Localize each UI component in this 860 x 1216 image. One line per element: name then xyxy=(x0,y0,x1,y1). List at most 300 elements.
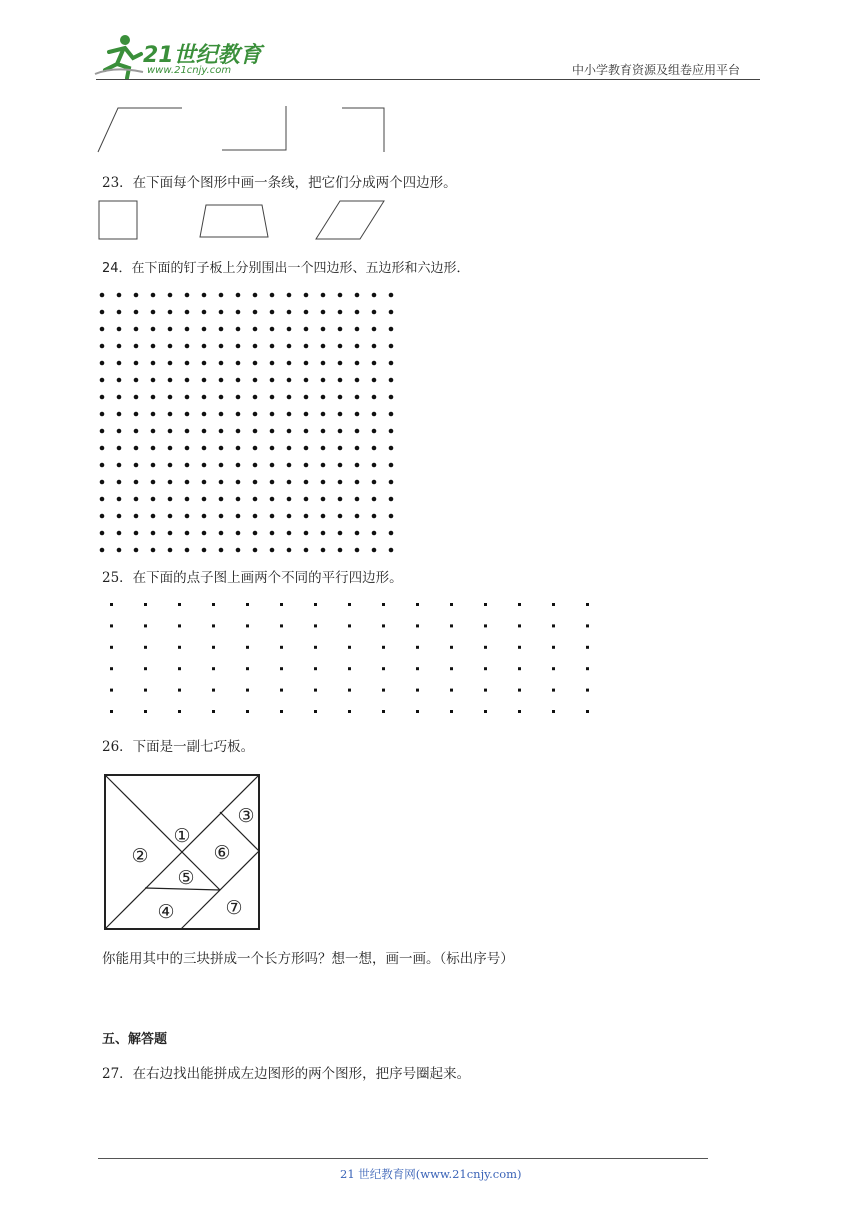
grid-dot[interactable] xyxy=(518,603,521,606)
grid-dot[interactable] xyxy=(212,667,215,670)
peg-dot[interactable] xyxy=(134,412,139,417)
peg-dot[interactable] xyxy=(202,429,207,434)
peg-dot[interactable] xyxy=(287,497,292,502)
peg-dot[interactable] xyxy=(185,361,190,366)
grid-dot[interactable] xyxy=(450,646,453,649)
peg-dot[interactable] xyxy=(100,378,105,383)
peg-dot[interactable] xyxy=(287,463,292,468)
peg-dot[interactable] xyxy=(219,378,224,383)
peg-dot[interactable] xyxy=(253,344,258,349)
peg-dot[interactable] xyxy=(270,344,275,349)
peg-dot[interactable] xyxy=(372,531,377,536)
peg-dot[interactable] xyxy=(134,378,139,383)
peg-dot[interactable] xyxy=(321,463,326,468)
grid-dot[interactable] xyxy=(348,646,351,649)
peg-dot[interactable] xyxy=(321,548,326,553)
peg-dot[interactable] xyxy=(168,327,173,332)
grid-dot[interactable] xyxy=(586,710,589,713)
peg-dot[interactable] xyxy=(389,446,394,451)
grid-dot[interactable] xyxy=(178,667,181,670)
peg-dot[interactable] xyxy=(287,531,292,536)
peg-dot[interactable] xyxy=(372,429,377,434)
grid-dot[interactable] xyxy=(178,624,181,627)
peg-dot[interactable] xyxy=(253,497,258,502)
peg-dot[interactable] xyxy=(117,446,122,451)
peg-dot[interactable] xyxy=(389,480,394,485)
peg-dot[interactable] xyxy=(100,293,105,298)
peg-dot[interactable] xyxy=(321,327,326,332)
grid-dot[interactable] xyxy=(246,646,249,649)
grid-dot[interactable] xyxy=(314,603,317,606)
grid-dot[interactable] xyxy=(178,689,181,692)
peg-dot[interactable] xyxy=(168,463,173,468)
peg-dot[interactable] xyxy=(100,531,105,536)
grid-dot[interactable] xyxy=(110,624,113,627)
peg-dot[interactable] xyxy=(202,514,207,519)
peg-dot[interactable] xyxy=(338,327,343,332)
peg-dot[interactable] xyxy=(338,293,343,298)
peg-dot[interactable] xyxy=(321,378,326,383)
peg-dot[interactable] xyxy=(219,412,224,417)
peg-dot[interactable] xyxy=(321,446,326,451)
peg-dot[interactable] xyxy=(100,395,105,400)
grid-dot[interactable] xyxy=(552,689,555,692)
grid-dot[interactable] xyxy=(280,603,283,606)
peg-dot[interactable] xyxy=(219,514,224,519)
peg-dot[interactable] xyxy=(185,310,190,315)
peg-dot[interactable] xyxy=(287,395,292,400)
grid-dot[interactable] xyxy=(382,603,385,606)
peg-dot[interactable] xyxy=(219,548,224,553)
peg-dot[interactable] xyxy=(253,293,258,298)
peg-dot[interactable] xyxy=(185,327,190,332)
grid-dot[interactable] xyxy=(110,710,113,713)
peg-dot[interactable] xyxy=(372,395,377,400)
peg-dot[interactable] xyxy=(202,293,207,298)
peg-dot[interactable] xyxy=(100,361,105,366)
peg-dot[interactable] xyxy=(253,514,258,519)
peg-dot[interactable] xyxy=(253,531,258,536)
grid-dot[interactable] xyxy=(144,603,147,606)
peg-dot[interactable] xyxy=(287,327,292,332)
grid-dot[interactable] xyxy=(144,624,147,627)
peg-dot[interactable] xyxy=(100,463,105,468)
peg-dot[interactable] xyxy=(389,293,394,298)
peg-dot[interactable] xyxy=(219,344,224,349)
peg-dot[interactable] xyxy=(202,361,207,366)
grid-dot[interactable] xyxy=(552,624,555,627)
peg-dot[interactable] xyxy=(202,310,207,315)
peg-dot[interactable] xyxy=(321,531,326,536)
grid-dot[interactable] xyxy=(314,646,317,649)
peg-dot[interactable] xyxy=(117,361,122,366)
grid-dot[interactable] xyxy=(450,689,453,692)
grid-dot[interactable] xyxy=(280,667,283,670)
peg-dot[interactable] xyxy=(338,412,343,417)
peg-dot[interactable] xyxy=(287,412,292,417)
peg-dot[interactable] xyxy=(100,344,105,349)
peg-dot[interactable] xyxy=(287,548,292,553)
grid-dot[interactable] xyxy=(382,710,385,713)
peg-dot[interactable] xyxy=(355,429,360,434)
peg-dot[interactable] xyxy=(253,310,258,315)
peg-dot[interactable] xyxy=(185,446,190,451)
peg-dot[interactable] xyxy=(151,395,156,400)
peg-dot[interactable] xyxy=(304,327,309,332)
peg-dot[interactable] xyxy=(304,293,309,298)
peg-dot[interactable] xyxy=(168,514,173,519)
grid-dot[interactable] xyxy=(246,689,249,692)
peg-dot[interactable] xyxy=(372,480,377,485)
peg-dot[interactable] xyxy=(151,327,156,332)
peg-dot[interactable] xyxy=(134,548,139,553)
grid-dot[interactable] xyxy=(348,710,351,713)
peg-dot[interactable] xyxy=(270,395,275,400)
peg-dot[interactable] xyxy=(287,361,292,366)
grid-dot[interactable] xyxy=(586,646,589,649)
peg-dot[interactable] xyxy=(168,429,173,434)
grid-dot[interactable] xyxy=(416,624,419,627)
grid-dot[interactable] xyxy=(314,624,317,627)
peg-dot[interactable] xyxy=(117,463,122,468)
peg-dot[interactable] xyxy=(304,497,309,502)
grid-dot[interactable] xyxy=(212,624,215,627)
peg-dot[interactable] xyxy=(287,480,292,485)
peg-dot[interactable] xyxy=(236,429,241,434)
peg-dot[interactable] xyxy=(236,395,241,400)
peg-dot[interactable] xyxy=(304,463,309,468)
peg-dot[interactable] xyxy=(270,531,275,536)
grid-dot[interactable] xyxy=(314,667,317,670)
peg-dot[interactable] xyxy=(253,395,258,400)
grid-dot[interactable] xyxy=(518,624,521,627)
peg-dot[interactable] xyxy=(236,480,241,485)
peg-dot[interactable] xyxy=(202,531,207,536)
peg-dot[interactable] xyxy=(372,412,377,417)
peg-dot[interactable] xyxy=(134,480,139,485)
peg-dot[interactable] xyxy=(355,378,360,383)
peg-dot[interactable] xyxy=(355,395,360,400)
grid-dot[interactable] xyxy=(144,667,147,670)
peg-dot[interactable] xyxy=(287,429,292,434)
grid-dot[interactable] xyxy=(246,624,249,627)
peg-dot[interactable] xyxy=(100,497,105,502)
peg-dot[interactable] xyxy=(117,395,122,400)
peg-dot[interactable] xyxy=(304,548,309,553)
peg-dot[interactable] xyxy=(117,310,122,315)
peg-dot[interactable] xyxy=(355,310,360,315)
peg-dot[interactable] xyxy=(321,497,326,502)
peg-dot[interactable] xyxy=(321,361,326,366)
peg-dot[interactable] xyxy=(338,361,343,366)
peg-dot[interactable] xyxy=(151,514,156,519)
peg-dot[interactable] xyxy=(355,361,360,366)
peg-dot[interactable] xyxy=(219,531,224,536)
grid-dot[interactable] xyxy=(552,603,555,606)
grid-dot[interactable] xyxy=(110,603,113,606)
peg-dot[interactable] xyxy=(270,361,275,366)
peg-dot[interactable] xyxy=(168,446,173,451)
peg-dot[interactable] xyxy=(151,378,156,383)
peg-dot[interactable] xyxy=(287,344,292,349)
dot-grid[interactable] xyxy=(100,598,600,718)
peg-dot[interactable] xyxy=(219,497,224,502)
peg-dot[interactable] xyxy=(253,548,258,553)
grid-dot[interactable] xyxy=(416,646,419,649)
peg-dot[interactable] xyxy=(134,429,139,434)
peg-dot[interactable] xyxy=(168,412,173,417)
peg-dot[interactable] xyxy=(321,480,326,485)
peg-dot[interactable] xyxy=(270,378,275,383)
peg-dot[interactable] xyxy=(270,412,275,417)
peg-dot[interactable] xyxy=(117,531,122,536)
peg-dot[interactable] xyxy=(355,531,360,536)
peg-dot[interactable] xyxy=(321,412,326,417)
peg-dot[interactable] xyxy=(117,514,122,519)
peg-dot[interactable] xyxy=(202,480,207,485)
grid-dot[interactable] xyxy=(110,689,113,692)
peg-dot[interactable] xyxy=(372,446,377,451)
grid-dot[interactable] xyxy=(144,689,147,692)
peg-dot[interactable] xyxy=(253,429,258,434)
peg-dot[interactable] xyxy=(236,412,241,417)
peg-dot[interactable] xyxy=(236,361,241,366)
peg-dot[interactable] xyxy=(134,446,139,451)
peg-dot[interactable] xyxy=(151,429,156,434)
peg-dot[interactable] xyxy=(202,446,207,451)
peg-dot[interactable] xyxy=(219,429,224,434)
peg-dot[interactable] xyxy=(185,514,190,519)
peg-dot[interactable] xyxy=(134,327,139,332)
peg-dot[interactable] xyxy=(219,327,224,332)
peg-dot[interactable] xyxy=(117,344,122,349)
peg-dot[interactable] xyxy=(321,344,326,349)
grid-dot[interactable] xyxy=(382,667,385,670)
peg-dot[interactable] xyxy=(202,344,207,349)
peg-dot[interactable] xyxy=(338,429,343,434)
peg-dot[interactable] xyxy=(304,310,309,315)
peg-dot[interactable] xyxy=(219,310,224,315)
peg-dot[interactable] xyxy=(253,378,258,383)
grid-dot[interactable] xyxy=(144,710,147,713)
peg-dot[interactable] xyxy=(134,395,139,400)
peg-dot[interactable] xyxy=(270,310,275,315)
grid-dot[interactable] xyxy=(246,603,249,606)
peg-dot[interactable] xyxy=(270,497,275,502)
peg-dot[interactable] xyxy=(151,446,156,451)
peg-dot[interactable] xyxy=(134,463,139,468)
peg-dot[interactable] xyxy=(168,480,173,485)
peg-dot[interactable] xyxy=(355,446,360,451)
peg-dot[interactable] xyxy=(100,327,105,332)
peg-dot[interactable] xyxy=(338,378,343,383)
grid-dot[interactable] xyxy=(450,667,453,670)
peg-dot[interactable] xyxy=(185,548,190,553)
peg-dot[interactable] xyxy=(372,293,377,298)
grid-dot[interactable] xyxy=(280,710,283,713)
peg-dot[interactable] xyxy=(270,327,275,332)
peg-dot[interactable] xyxy=(389,344,394,349)
peg-dot[interactable] xyxy=(168,497,173,502)
peg-dot[interactable] xyxy=(389,531,394,536)
peg-dot[interactable] xyxy=(389,395,394,400)
peg-dot[interactable] xyxy=(117,412,122,417)
peg-dot[interactable] xyxy=(338,497,343,502)
peg-dot[interactable] xyxy=(236,548,241,553)
peg-dot[interactable] xyxy=(304,446,309,451)
peg-dot[interactable] xyxy=(372,378,377,383)
peg-dot[interactable] xyxy=(168,395,173,400)
grid-dot[interactable] xyxy=(518,689,521,692)
peg-dot[interactable] xyxy=(270,446,275,451)
peg-dot[interactable] xyxy=(151,361,156,366)
peg-dot[interactable] xyxy=(355,344,360,349)
peg-dot[interactable] xyxy=(355,480,360,485)
peg-dot[interactable] xyxy=(389,429,394,434)
grid-dot[interactable] xyxy=(144,646,147,649)
peg-dot[interactable] xyxy=(287,514,292,519)
grid-dot[interactable] xyxy=(518,646,521,649)
peg-dot[interactable] xyxy=(219,480,224,485)
grid-dot[interactable] xyxy=(552,646,555,649)
peg-dot[interactable] xyxy=(236,446,241,451)
peg-dot[interactable] xyxy=(117,378,122,383)
grid-dot[interactable] xyxy=(382,646,385,649)
peg-dot[interactable] xyxy=(270,480,275,485)
peg-dot[interactable] xyxy=(151,310,156,315)
peg-dot[interactable] xyxy=(236,378,241,383)
peg-dot[interactable] xyxy=(236,344,241,349)
peg-dot[interactable] xyxy=(338,463,343,468)
peg-dot[interactable] xyxy=(253,327,258,332)
grid-dot[interactable] xyxy=(246,710,249,713)
peg-dot[interactable] xyxy=(355,514,360,519)
peg-dot[interactable] xyxy=(338,310,343,315)
grid-dot[interactable] xyxy=(178,646,181,649)
peg-dot[interactable] xyxy=(355,412,360,417)
grid-dot[interactable] xyxy=(178,603,181,606)
peg-dot[interactable] xyxy=(236,293,241,298)
peg-dot[interactable] xyxy=(355,548,360,553)
grid-dot[interactable] xyxy=(586,603,589,606)
grid-dot[interactable] xyxy=(586,689,589,692)
grid-dot[interactable] xyxy=(450,624,453,627)
grid-dot[interactable] xyxy=(246,667,249,670)
peg-dot[interactable] xyxy=(168,293,173,298)
peg-dot[interactable] xyxy=(355,463,360,468)
peg-dot[interactable] xyxy=(304,480,309,485)
peg-dot[interactable] xyxy=(287,378,292,383)
peg-dot[interactable] xyxy=(372,548,377,553)
peg-dot[interactable] xyxy=(134,531,139,536)
peg-dot[interactable] xyxy=(185,395,190,400)
grid-dot[interactable] xyxy=(552,710,555,713)
peg-dot[interactable] xyxy=(202,395,207,400)
peg-dot[interactable] xyxy=(372,497,377,502)
grid-dot[interactable] xyxy=(314,710,317,713)
grid-dot[interactable] xyxy=(110,667,113,670)
peg-dot[interactable] xyxy=(100,310,105,315)
peg-dot[interactable] xyxy=(202,412,207,417)
peg-dot[interactable] xyxy=(219,361,224,366)
peg-dot[interactable] xyxy=(134,361,139,366)
grid-dot[interactable] xyxy=(416,603,419,606)
grid-dot[interactable] xyxy=(484,689,487,692)
grid-dot[interactable] xyxy=(314,689,317,692)
peg-dot[interactable] xyxy=(134,497,139,502)
peg-dot[interactable] xyxy=(304,514,309,519)
peg-dot[interactable] xyxy=(151,412,156,417)
peg-dot[interactable] xyxy=(202,327,207,332)
grid-dot[interactable] xyxy=(484,624,487,627)
peg-dot[interactable] xyxy=(338,344,343,349)
peg-dot[interactable] xyxy=(236,497,241,502)
peg-dot[interactable] xyxy=(372,310,377,315)
grid-dot[interactable] xyxy=(416,667,419,670)
peg-dot[interactable] xyxy=(321,293,326,298)
peg-dot[interactable] xyxy=(355,497,360,502)
peg-dot[interactable] xyxy=(185,293,190,298)
peg-dot[interactable] xyxy=(100,412,105,417)
peg-dot[interactable] xyxy=(151,463,156,468)
grid-dot[interactable] xyxy=(212,603,215,606)
peg-dot[interactable] xyxy=(185,429,190,434)
peg-dot[interactable] xyxy=(117,548,122,553)
peg-dot[interactable] xyxy=(151,497,156,502)
peg-dot[interactable] xyxy=(134,344,139,349)
grid-dot[interactable] xyxy=(212,689,215,692)
peg-dot[interactable] xyxy=(321,429,326,434)
peg-dot[interactable] xyxy=(304,412,309,417)
peg-dot[interactable] xyxy=(151,344,156,349)
peg-dot[interactable] xyxy=(304,531,309,536)
peg-dot[interactable] xyxy=(389,412,394,417)
grid-dot[interactable] xyxy=(348,603,351,606)
grid-dot[interactable] xyxy=(586,624,589,627)
peg-dot[interactable] xyxy=(117,327,122,332)
peg-dot[interactable] xyxy=(372,361,377,366)
peg-dot[interactable] xyxy=(202,378,207,383)
peg-dot[interactable] xyxy=(185,378,190,383)
peg-dot[interactable] xyxy=(185,344,190,349)
peg-dot[interactable] xyxy=(355,293,360,298)
grid-dot[interactable] xyxy=(416,689,419,692)
peg-dot[interactable] xyxy=(372,463,377,468)
peg-dot[interactable] xyxy=(389,514,394,519)
peg-dot[interactable] xyxy=(253,463,258,468)
peg-dot[interactable] xyxy=(151,531,156,536)
peg-dot[interactable] xyxy=(338,446,343,451)
peg-dot[interactable] xyxy=(100,446,105,451)
peg-dot[interactable] xyxy=(389,378,394,383)
grid-dot[interactable] xyxy=(484,646,487,649)
peg-dot[interactable] xyxy=(168,548,173,553)
peg-dot[interactable] xyxy=(236,327,241,332)
grid-dot[interactable] xyxy=(518,710,521,713)
grid-dot[interactable] xyxy=(518,667,521,670)
grid-dot[interactable] xyxy=(382,689,385,692)
peg-dot[interactable] xyxy=(185,412,190,417)
peg-dot[interactable] xyxy=(100,480,105,485)
peg-dot[interactable] xyxy=(117,293,122,298)
peg-dot[interactable] xyxy=(168,344,173,349)
grid-dot[interactable] xyxy=(416,710,419,713)
peg-dot[interactable] xyxy=(236,310,241,315)
peg-dot[interactable] xyxy=(185,531,190,536)
peg-dot[interactable] xyxy=(372,344,377,349)
grid-dot[interactable] xyxy=(212,646,215,649)
peg-dot[interactable] xyxy=(134,293,139,298)
